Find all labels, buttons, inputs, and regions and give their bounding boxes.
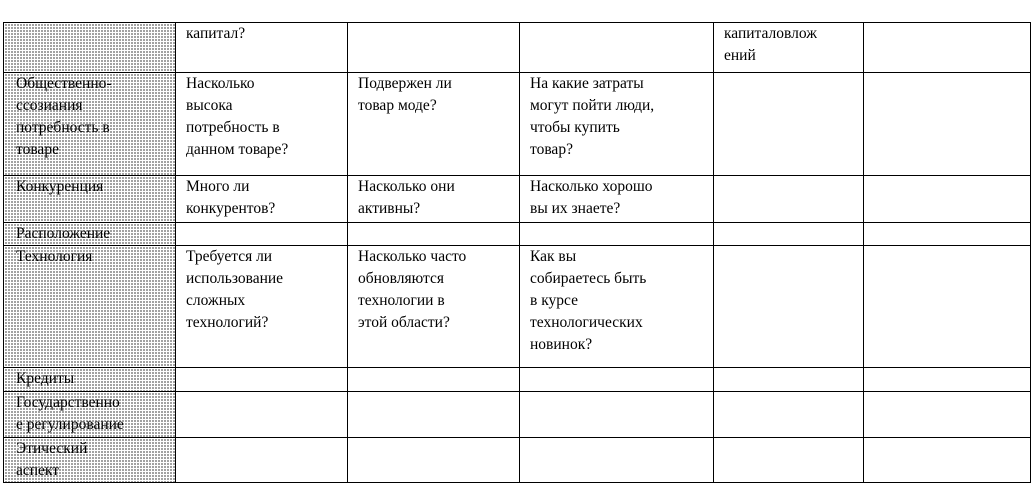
cell-text-line: сложных (186, 292, 246, 309)
table-cell (520, 176, 714, 223)
cell-text-line: Насколько хорошо (530, 178, 653, 195)
cell-text-line: потребность в (186, 119, 280, 136)
cell-text-line: активны? (358, 200, 421, 217)
table-cell (176, 368, 348, 392)
table-cell (176, 23, 348, 73)
row-header-line: е регулирование (16, 416, 124, 433)
cell-text-line: На какие затраты (530, 75, 644, 92)
table-cell (176, 73, 348, 176)
table-cell (348, 176, 520, 223)
table-row (4, 392, 1031, 438)
cell-text-line: чтобы купить (530, 119, 620, 136)
cell-text-line: капиталовлож (724, 25, 817, 42)
table-cell (520, 223, 714, 246)
table-row (4, 73, 1031, 176)
table-cell (864, 438, 1031, 483)
cell-text-line: вы их знаете? (530, 200, 621, 217)
row-header-line: Государственно (16, 394, 120, 411)
table-cell (520, 438, 714, 483)
row-header-line: ссозиания (16, 97, 83, 114)
table-cell (520, 23, 714, 73)
cell-text-line: Подвержен ли (358, 75, 452, 92)
cell-text-line: товар моде? (358, 97, 437, 114)
table-cell (864, 368, 1031, 392)
cell-text-line: конкурентов? (186, 200, 276, 217)
table-row (4, 223, 1031, 246)
table-cell (714, 176, 864, 223)
table-cell (520, 368, 714, 392)
cell-text-line: могут пойти люди, (530, 97, 655, 114)
cell-text-line: этой области? (358, 314, 450, 331)
cell-text-line: Много ли (186, 178, 250, 195)
row-header-line: Расположение (16, 225, 111, 242)
row-header-cell (4, 176, 176, 223)
table-cell (714, 73, 864, 176)
row-header-line: Кредиты (16, 370, 75, 387)
table-cell (714, 223, 864, 246)
row-header-line: Общественно- (16, 75, 112, 92)
row-header-cell (4, 392, 176, 438)
cell-text-line: данном товаре? (186, 141, 289, 158)
requirements-table (3, 22, 1031, 483)
cell-text-line: ений (724, 47, 756, 64)
table-cell (714, 23, 864, 73)
table-cell (176, 176, 348, 223)
table-cell (176, 223, 348, 246)
cell-text-line: товар? (530, 141, 573, 158)
row-header-cell (4, 73, 176, 176)
table-cell (714, 368, 864, 392)
row-header-cell (4, 438, 176, 483)
cell-text-line: обновляются (358, 270, 445, 287)
row-header-line: товаре (16, 141, 59, 158)
table-cell (864, 23, 1031, 73)
table-cell (714, 392, 864, 438)
cell-text-line: технологии в (358, 292, 445, 309)
row-header-line: Конкуренция (16, 178, 104, 195)
row-header-line: потребность в (16, 119, 110, 136)
table-cell (864, 246, 1031, 368)
cell-text-line: Насколько они (358, 178, 455, 195)
table-row (4, 368, 1031, 392)
cell-text-line: собираетесь быть (530, 270, 647, 287)
table-cell (176, 392, 348, 438)
table-cell (348, 23, 520, 73)
table-cell (348, 73, 520, 176)
table-cell (348, 438, 520, 483)
cell-text-line: использование (186, 270, 284, 287)
row-header-line: Этический (16, 440, 88, 457)
cell-text-line: Как вы (530, 248, 577, 265)
row-header-line: Технология (16, 248, 93, 265)
table-cell (714, 438, 864, 483)
table-cell (864, 392, 1031, 438)
table-cell (520, 246, 714, 368)
cell-text-line: новинок? (530, 336, 593, 353)
cell-text-line: капитал? (186, 25, 246, 42)
table-cell (348, 246, 520, 368)
cell-text-line: Насколько (186, 75, 255, 92)
table-row (4, 23, 1031, 73)
table-cell (348, 223, 520, 246)
cell-text-line: Насколько часто (358, 248, 467, 265)
table-cell (520, 392, 714, 438)
table-cell (348, 368, 520, 392)
cell-text-line: в курсе (530, 292, 578, 309)
row-header-line: аспект (16, 462, 60, 479)
row-header-cell (4, 23, 176, 73)
row-header-cell (4, 246, 176, 368)
row-header-cell (4, 223, 176, 246)
table-row (4, 246, 1031, 368)
cell-text-line: технологий? (186, 314, 269, 331)
table-cell (176, 246, 348, 368)
row-header-cell (4, 368, 176, 392)
table-cell (864, 223, 1031, 246)
table-cell (864, 176, 1031, 223)
table-cell (176, 438, 348, 483)
cell-text-line: технологических (530, 314, 643, 331)
table-cell (520, 73, 714, 176)
table-cell (348, 392, 520, 438)
table-row (4, 438, 1031, 483)
table-cell (864, 73, 1031, 176)
table-cell (714, 246, 864, 368)
table-row (4, 176, 1031, 223)
cell-text-line: высока (186, 97, 233, 114)
cell-text-line: Требуется ли (186, 248, 273, 265)
